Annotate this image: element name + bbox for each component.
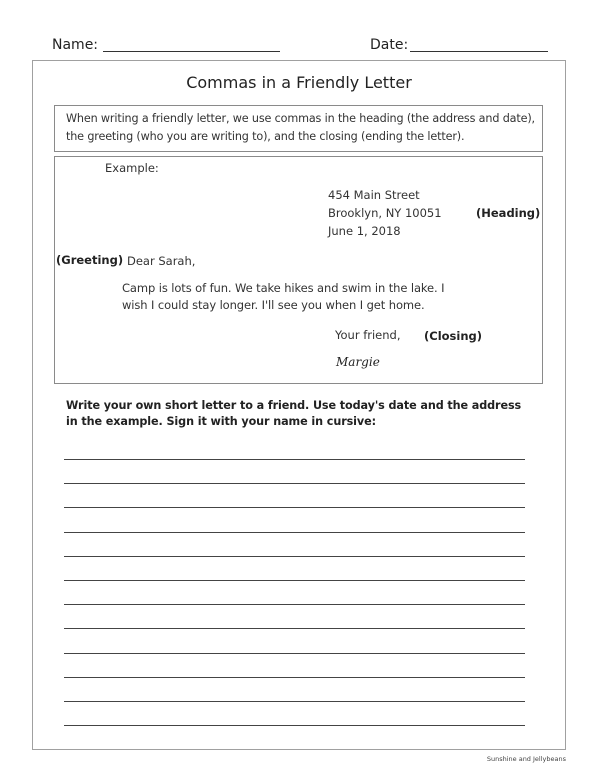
heading-city: Brooklyn, NY 10051 bbox=[328, 206, 442, 220]
letter-body-line: Camp is lots of fun. We take hikes and swim in the lake. I bbox=[122, 281, 445, 295]
name-label: Name: bbox=[52, 37, 99, 53]
writing-line[interactable] bbox=[64, 701, 525, 702]
writing-line[interactable] bbox=[64, 556, 525, 557]
closing-text: Your friend, bbox=[335, 328, 401, 342]
writing-line[interactable] bbox=[64, 483, 525, 484]
writing-line[interactable] bbox=[64, 677, 525, 678]
letter-body-line: wish I could stay longer. I'll see you when I get home. bbox=[122, 298, 425, 312]
heading-date: June 1, 2018 bbox=[328, 224, 401, 238]
writing-line[interactable] bbox=[64, 580, 525, 581]
date-label: Date: bbox=[370, 37, 409, 53]
name-field[interactable] bbox=[103, 51, 280, 52]
signature: Margie bbox=[336, 355, 380, 369]
letter-body bbox=[122, 280, 462, 314]
greeting-text: Dear Sarah, bbox=[127, 254, 196, 268]
writing-line[interactable] bbox=[64, 459, 525, 460]
worksheet-title: Commas in a Friendly Letter bbox=[186, 73, 412, 92]
heading-tag: (Heading) bbox=[476, 206, 541, 220]
heading-street: 454 Main Street bbox=[328, 188, 420, 202]
writing-line[interactable] bbox=[64, 507, 525, 508]
writing-line[interactable] bbox=[64, 532, 525, 533]
greeting-tag: (Greeting) bbox=[56, 253, 124, 267]
instructions: Write your own short letter to a friend. Use today's date and the address in the example. Sign it with your name in cursive: bbox=[66, 399, 522, 428]
writing-line[interactable] bbox=[64, 653, 525, 654]
credit-text: Sunshine and Jellybeans bbox=[486, 755, 566, 763]
intro-text: When writing a friendly letter, we use commas in the heading (the address and date), the greeting (who you are writing to), and the closing (ending the letter). bbox=[66, 112, 535, 143]
writing-line[interactable] bbox=[64, 604, 525, 605]
date-field[interactable] bbox=[410, 51, 548, 52]
example-box bbox=[54, 156, 543, 384]
closing-tag: (Closing) bbox=[424, 329, 482, 343]
writing-line[interactable] bbox=[64, 725, 525, 726]
writing-line[interactable] bbox=[64, 628, 525, 629]
example-label: Example: bbox=[105, 161, 159, 175]
